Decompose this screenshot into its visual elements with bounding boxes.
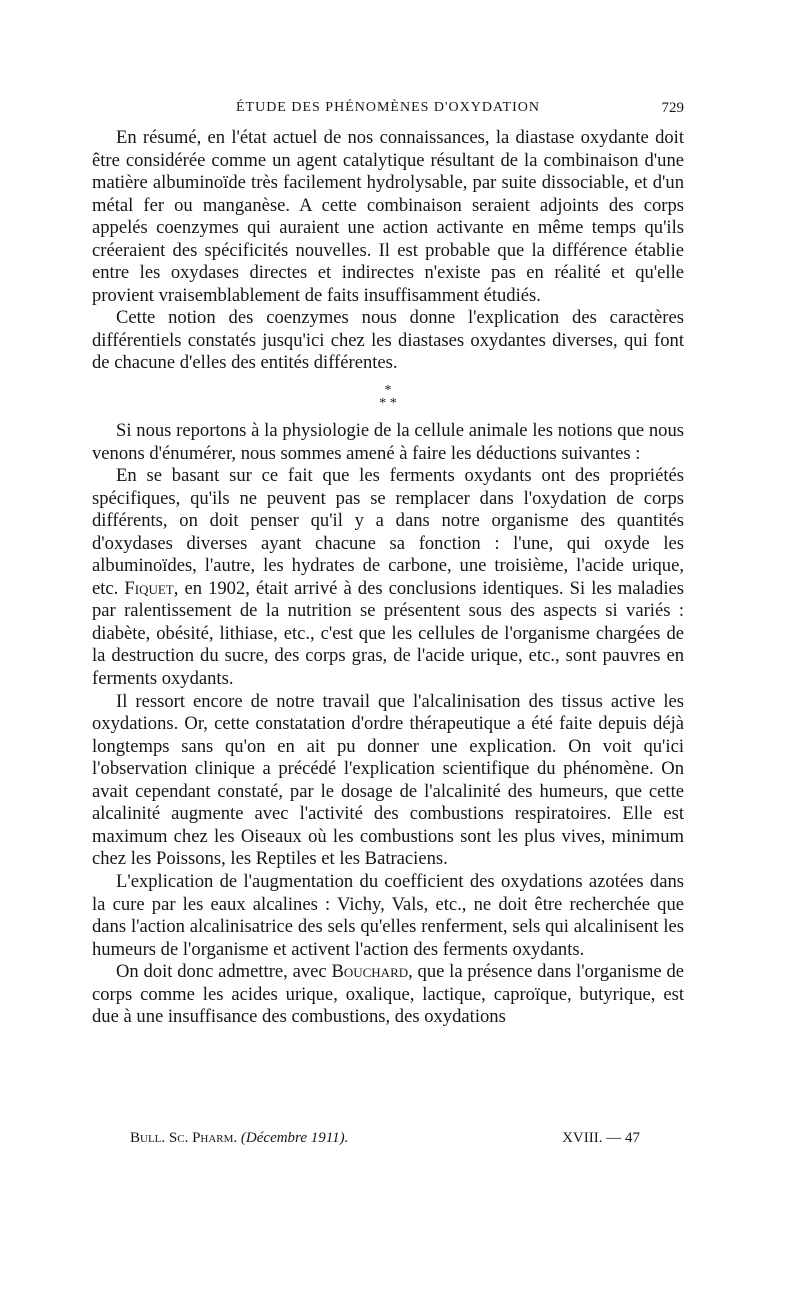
section-asterism [92, 375, 684, 420]
paragraph-alkalinization: Il ressort encore de notre travail que l'alcalinisation des tissus active les oxydations. Or, cette constatation d'ordre thérapeutique a été faite depuis déjà longtemps sans qu'on en ait pu donner une explication. On voit qu'ici l'observation clinique a précédé l'explication scientifique du phénomène. On avait cependant constaté, par le dosage de l'alcalinité des humeurs, que cette alcalinité augmente avec l'activité des combustions respiratoires. Elle est maximum chez les Oiseaux où les combustions sont les plus vives, minimum chez les Poissons, les Reptiles et les Batraciens. [92, 690, 684, 870]
page-footer [130, 1130, 640, 1152]
paragraph-bouchard-text: On doit donc admettre, avec [116, 961, 327, 983]
page-header [92, 100, 684, 122]
journal-name: Bull. Sc. Pharm. [130, 1130, 238, 1146]
paragraph-summary: En résumé, en l'état actuel de nos connaissances, la diastase oxydante doit être considérée comme un agent catalytique résultant de la combinaison d'une matière albuminoïde très facilement hydrolysable, par suite dissociable, et d'un métal fer ou manganèse. A cette combinaison seraient adjoints des corps appelés coenzymes qui auraient une action activante en même temps qu'ils créeraient des spécificités nouvelles. Il est probable que la différence établie entre les oxydases directes et indirectes n'existe pas en réalité et qu'elle provient vraisemblablement de faits insuffisamment étudiés. [92, 127, 684, 306]
signature-mark: XVIII. — 47 [562, 1130, 640, 1146]
page-number: 729 [661, 100, 684, 116]
journal-citation [130, 1130, 348, 1147]
author-name-fiquet: Fiquet [124, 577, 174, 599]
asterism-top: * [384, 383, 392, 399]
paragraph-physiology: Si nous reportons à la physiologie de la cellule animale les notions que nous venons d'énumérer, nous sommes amené à faire les déductions suivantes : [92, 420, 684, 464]
paragraph-alkaline-waters: L'explication de l'augmentation du coefficient des oxydations azotées dans la cure par les eaux alcalines : Vichy, Vals, etc., ne doit être recherchée que dans l'action alcalinisatrice des sels qu'elles renferment, sels qui alcalinisent les humeurs de l'organisme et activent l'action des ferments oxydants. [92, 870, 684, 960]
asterism-bottom: * * [379, 396, 397, 412]
paragraph-ferments-text-after: , en 1902, était arrivé à des conclusions identiques. Si les maladies par ralentissement de la nutrition se présentent sous des aspects si variés : diabète, obésité, lithiase, etc., c'est que les cellules de l'organisme chargées de la destruction du sucre, des corps gras, de l'acide urique, etc., sont pauvres en ferments oxydants. [92, 577, 684, 690]
paragraph-ferments-text: En se basant sur ce fait que les ferments oxydants ont des propriétés spécifiques, qu'ils ne peuvent pas se remplacer dans l'oxydation de corps différents, on doit penser qu'il y a dans notre organisme des quantités d'oxydases diverses ayant chacune sa fonction : l'une, qui oxyde les albuminoïdes, l'autre, les hydrates de carbone, une troisième, l'acide urique, etc. [92, 465, 684, 599]
publication-date: (Décembre 1911). [240, 1130, 349, 1146]
body-text [92, 127, 684, 1029]
author-name-bouchard: Bouchard [331, 961, 409, 983]
running-title: ÉTUDE DES PHÉNOMÈNES D'OXYDATION [235, 100, 540, 115]
paragraph-bouchard-text-after: , que la présence dans l'organisme de corps comme les acides urique, oxalique, lactique, caproïque, butyrique, est due à une insuffisance des combustions, des oxydations [92, 961, 684, 1028]
paragraph-bouchard [92, 961, 684, 1029]
paragraph-ferments [92, 465, 684, 690]
paragraph-coenzymes: Cette notion des coenzymes nous donne l'explication des caractères différentiels constatés jusqu'ici chez les diastases oxydantes diverses, qui font de chacune d'elles des entités différentes. [92, 307, 684, 374]
